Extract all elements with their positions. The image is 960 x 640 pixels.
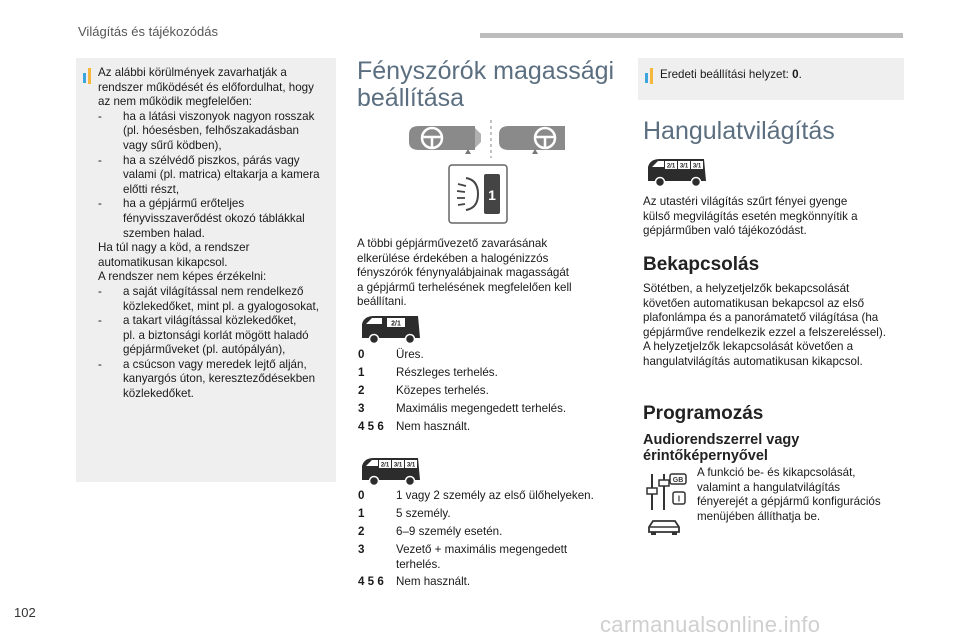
header-bar bbox=[480, 33, 903, 38]
audio-screen-title: Audiorendszerrel vagy érintőképernyővel bbox=[643, 432, 800, 464]
mood-lighting-title: Hangulatvilágítás bbox=[643, 117, 835, 145]
note-line: Az alábbi körülmények zavarhatják a bbox=[98, 66, 287, 79]
info-label: I bbox=[677, 494, 681, 504]
note-line: automatikusan kikapcsol. bbox=[98, 255, 228, 269]
mood-van-icon bbox=[646, 157, 708, 187]
gb-label: GB bbox=[672, 477, 684, 484]
audio-screen-text: A funkció be- és kikapcsolását, valamint a hangulatvilágítás fényerejét a gépjármű konfigurációs menüjében állíthatja be. bbox=[697, 466, 881, 523]
list-item: - ha a gépjármű erőteljes fényvisszaverődést okozó táblákkal szemben halad. bbox=[98, 197, 305, 240]
page-number: 102 bbox=[14, 605, 36, 620]
seat-badge: 2/1 bbox=[391, 320, 401, 328]
note-line: rendszer működését és előfordulhat, hogy bbox=[98, 80, 314, 94]
seat-badge: 3/1 bbox=[406, 462, 416, 469]
seat-badge: 3/1 bbox=[679, 163, 689, 170]
seat-badge: 3/1 bbox=[393, 462, 403, 469]
note-text bbox=[98, 66, 320, 402]
note-marker-icon-secondary bbox=[645, 73, 648, 83]
warning-note-box bbox=[76, 58, 336, 482]
programming-title: Programozás bbox=[643, 403, 764, 424]
car-outline-icon bbox=[647, 518, 681, 536]
note-line: az nem működik megfelelően: bbox=[98, 95, 253, 109]
activation-text: Sötétben, a helyzetjelzők bekapcsolását követően automatikusan bekapcsol az első plafonlámpa és a panorámatető világítása (ha gépjárműve rendelkezik ezzel a felszereléssel). A helyzetjelzők lekapcsolását követően a hangulatvilágítás automatikusan kikapcsol. bbox=[643, 282, 886, 368]
list-item: - a csúcson vagy meredek lejtő alján, kanyargós úton, kereszteződésekben közlekedőket. bbox=[98, 357, 316, 401]
dial-label: 1 bbox=[488, 187, 496, 203]
headlamp-dial-icon bbox=[448, 164, 508, 224]
seat-badge: 2/1 bbox=[380, 462, 390, 469]
watermark: carmanualsonline.info bbox=[600, 612, 821, 637]
section-title: Világítás és tájékozódás bbox=[78, 24, 218, 39]
mood-intro: Az utastéri világítás szűrt fényei gyenge külső megvilágítás esetén megkönnyítik a gépjárműben való tájékozódást. bbox=[643, 195, 858, 238]
headlamp-title: Fényszórók magassági beállítása bbox=[357, 57, 615, 112]
default-position-note: Eredeti beállítási helyzet: 0. bbox=[638, 58, 904, 100]
list-item: - ha a látási viszonyok nagyon rosszak (pl. hóesésben, felhőszakadásban vagy sűrű ködben), bbox=[98, 109, 315, 152]
headlamp-intro: A többi gépjárművezető zavarásának elkerülése érdekében a halogénizzós fényszórók fénynyalábjainak magasságát a gépjármű terhelésének megfelelően kell beállítani. bbox=[357, 237, 572, 309]
note-line: A rendszer nem képes érzékelni: bbox=[98, 270, 267, 284]
note-marker-icon-secondary bbox=[83, 73, 86, 83]
list-item: - ha a szélvédő piszkos, párás vagy valami (pl. matrica) eltakarja a kamera előtti részt, bbox=[98, 153, 320, 196]
large-van-icon bbox=[360, 456, 422, 486]
seat-badge: 3/1 bbox=[692, 163, 702, 170]
note-line: Ha túl nagy a köd, a rendszer bbox=[98, 241, 250, 255]
list-item: - a takart világítással közlekedőket, pl. a biztonsági korlát mögött haladó gépjárműveket (pl. autópályán), bbox=[98, 314, 309, 357]
steering-wheel-icon bbox=[405, 120, 610, 160]
small-van-icon bbox=[360, 314, 422, 344]
activation-title: Bekapcsolás bbox=[643, 254, 760, 275]
seat-badge: 2/1 bbox=[666, 163, 676, 170]
note-marker-icon bbox=[650, 68, 653, 84]
list-item: - a saját világítással nem rendelkező közlekedőket, mint pl. a gyalogosokat, bbox=[98, 284, 319, 313]
settings-sliders-icon bbox=[644, 472, 688, 512]
note-marker-icon bbox=[88, 68, 91, 84]
